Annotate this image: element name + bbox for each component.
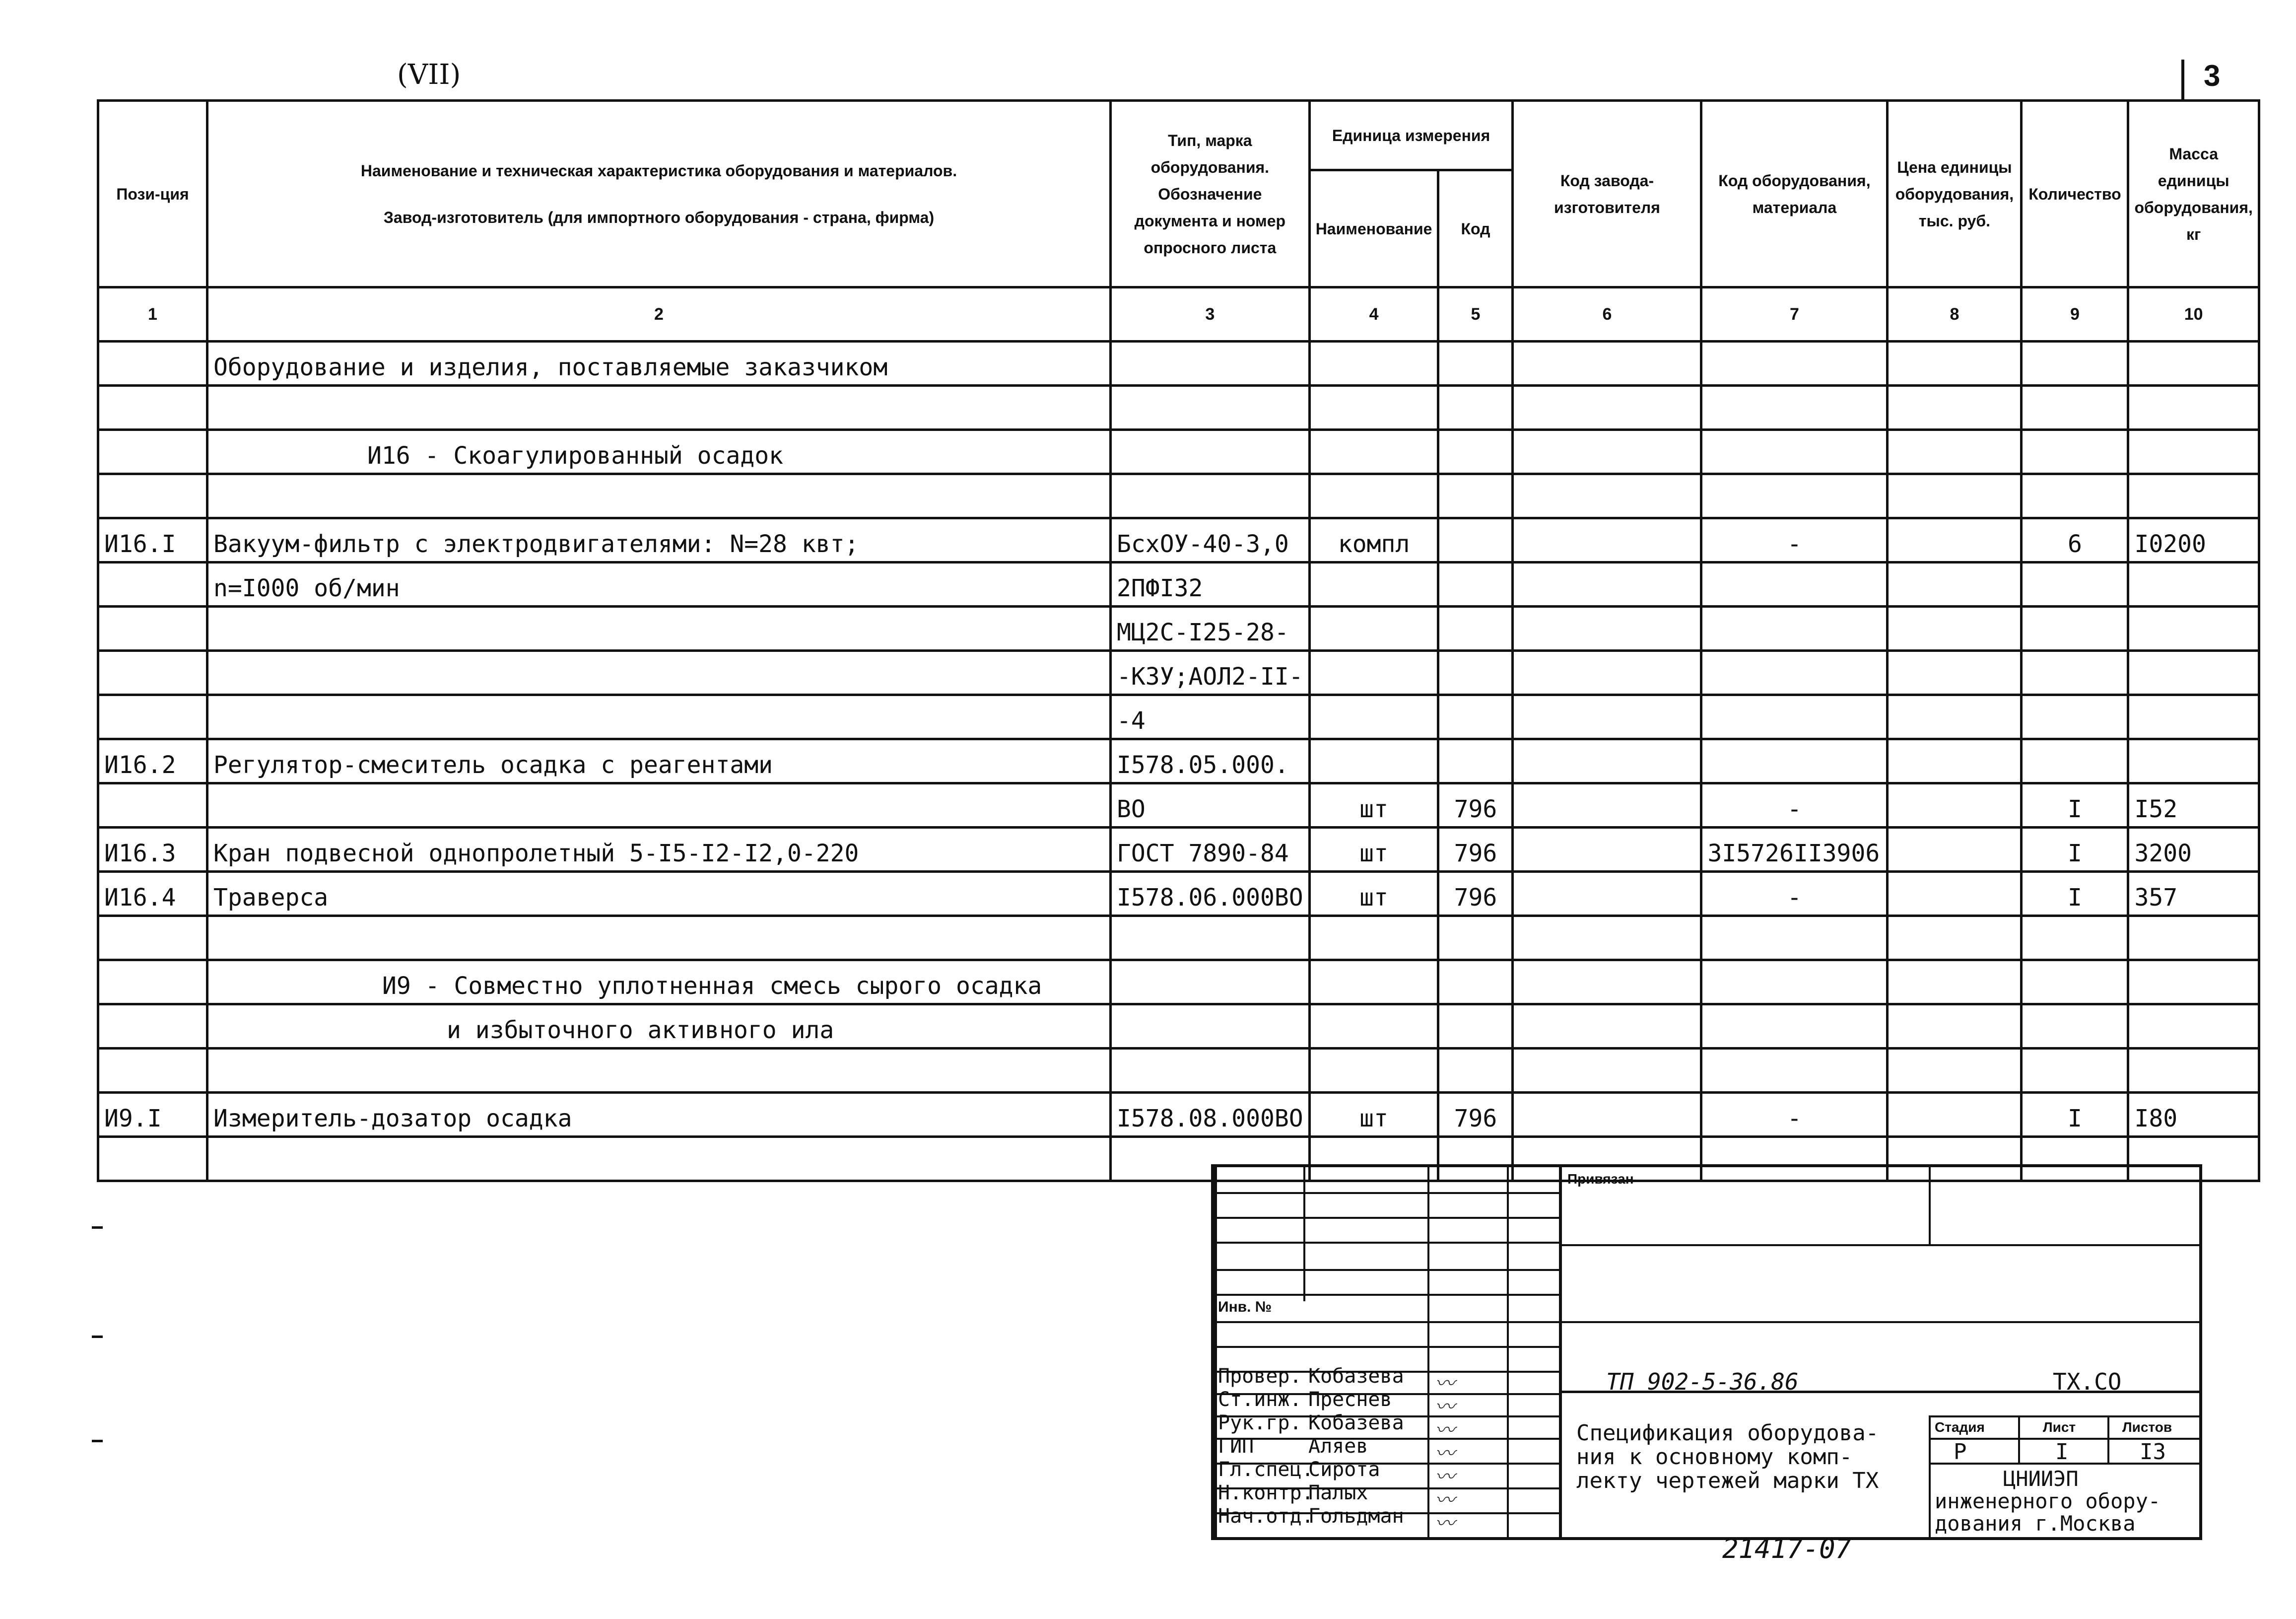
quantity-cell xyxy=(2022,916,2128,960)
position-cell: И16.4 xyxy=(98,872,207,916)
signature-mark: 〰 xyxy=(1435,1466,1455,1488)
unit-name-cell xyxy=(1309,739,1438,783)
type-cell xyxy=(1111,1049,1310,1093)
sheets-value: I3 xyxy=(2140,1439,2166,1465)
unit-code-cell xyxy=(1438,607,1513,651)
factory-code-cell xyxy=(1513,386,1701,430)
column-number: 9 xyxy=(2022,287,2128,342)
unit-name-cell xyxy=(1309,563,1438,607)
column-number: 4 xyxy=(1309,287,1438,342)
table-row xyxy=(98,386,2259,430)
org-line1: ЦНИИЭП xyxy=(2003,1467,2079,1491)
price-cell xyxy=(1888,518,2022,563)
type-cell: МЦ2С-I25-28- xyxy=(1111,607,1310,651)
factory-code-cell xyxy=(1513,474,1701,518)
name-cell xyxy=(207,386,1111,430)
factory-code-cell xyxy=(1513,960,1701,1004)
archive-number: 21417-07 xyxy=(1722,1533,1852,1564)
price-cell xyxy=(1888,651,2022,695)
approved-label: Привязан xyxy=(1567,1171,1634,1187)
type-cell: ГОСТ 7890-84 xyxy=(1111,828,1310,872)
factory-code-cell xyxy=(1513,563,1701,607)
signer-role: Ст.инж. xyxy=(1218,1388,1302,1411)
factory-code-cell xyxy=(1513,430,1701,474)
position-cell xyxy=(98,783,207,828)
signature-mark: 〰 xyxy=(1435,1512,1455,1535)
unit-name-cell xyxy=(1309,607,1438,651)
unit-name-cell: шт xyxy=(1309,828,1438,872)
name-cell: Кран подвесной однопролетный 5-I5-I2-I2,0-220 xyxy=(207,828,1111,872)
table-row xyxy=(98,1004,2259,1049)
page-number-divider xyxy=(2181,60,2184,99)
mass-cell xyxy=(2128,607,2259,651)
position-cell xyxy=(98,1004,207,1049)
equipment-code-cell: - xyxy=(1701,1093,1888,1137)
unit-code-cell xyxy=(1438,563,1513,607)
price-cell xyxy=(1888,563,2022,607)
table-row xyxy=(98,342,2259,386)
name-cell xyxy=(207,651,1111,695)
page-number: 3 xyxy=(2204,59,2221,92)
mass-cell xyxy=(2128,386,2259,430)
equipment-code-cell xyxy=(1701,651,1888,695)
factory-code-cell xyxy=(1513,518,1701,563)
position-cell: И9.I xyxy=(98,1093,207,1137)
price-cell xyxy=(1888,783,2022,828)
signature-mark: 〰 xyxy=(1435,1489,1455,1511)
equipment-code-cell xyxy=(1701,607,1888,651)
table-row xyxy=(98,960,2259,1004)
price-cell xyxy=(1888,607,2022,651)
quantity-cell xyxy=(2022,695,2128,739)
signer-role: Рук.гр. xyxy=(1218,1411,1302,1434)
org-line2: инженерного обору- xyxy=(1935,1489,2161,1513)
mass-cell: 357 xyxy=(2128,872,2259,916)
specification-body xyxy=(98,342,2259,1181)
unit-code-cell: 796 xyxy=(1438,872,1513,916)
type-cell xyxy=(1111,960,1310,1004)
equipment-code-cell xyxy=(1701,1004,1888,1049)
quantity-cell xyxy=(2022,651,2128,695)
table-row xyxy=(98,651,2259,695)
unit-code-cell xyxy=(1438,474,1513,518)
equipment-code-cell xyxy=(1701,563,1888,607)
unit-name-cell: шт xyxy=(1309,872,1438,916)
mass-cell: I80 xyxy=(2128,1093,2259,1137)
name-cell xyxy=(207,916,1111,960)
unit-name-cell xyxy=(1309,386,1438,430)
price-cell xyxy=(1888,474,2022,518)
position-cell: И16.2 xyxy=(98,739,207,783)
unit-name-cell: компл xyxy=(1309,518,1438,563)
price-cell xyxy=(1888,1004,2022,1049)
header-equipment-code: Код оборудования, материала xyxy=(1701,101,1888,287)
position-cell xyxy=(98,430,207,474)
signature-mark: 〰 xyxy=(1435,1396,1455,1418)
price-cell xyxy=(1888,872,2022,916)
table-row xyxy=(98,916,2259,960)
quantity-cell xyxy=(2022,342,2128,386)
factory-code-cell xyxy=(1513,651,1701,695)
price-cell xyxy=(1888,342,2022,386)
header-price: Цена единицы оборудования, тыс. руб. xyxy=(1888,101,2022,287)
column-number: 5 xyxy=(1438,287,1513,342)
quantity-cell xyxy=(2022,563,2128,607)
table-row xyxy=(98,474,2259,518)
unit-name-cell xyxy=(1309,430,1438,474)
header-quantity: Количество xyxy=(2022,101,2128,287)
signature-mark: 〰 xyxy=(1435,1442,1455,1465)
header-position: Пози-ция xyxy=(98,101,207,287)
unit-code-cell xyxy=(1438,1049,1513,1093)
position-cell xyxy=(98,651,207,695)
type-cell xyxy=(1111,1004,1310,1049)
unit-code-cell: 796 xyxy=(1438,783,1513,828)
price-cell xyxy=(1888,430,2022,474)
unit-name-cell: шт xyxy=(1309,783,1438,828)
signer-name: Гольдман xyxy=(1308,1505,1404,1528)
table-row xyxy=(98,518,2259,563)
mass-cell: I0200 xyxy=(2128,518,2259,563)
unit-code-cell xyxy=(1438,342,1513,386)
unit-code-cell: 796 xyxy=(1438,828,1513,872)
unit-code-cell: 796 xyxy=(1438,1093,1513,1137)
unit-code-cell xyxy=(1438,651,1513,695)
unit-name-cell xyxy=(1309,960,1438,1004)
mass-cell xyxy=(2128,474,2259,518)
header-name xyxy=(207,101,1111,287)
name-cell: Вакуум-фильтр с электродвигателями: N=28 квт; xyxy=(207,518,1111,563)
mass-cell xyxy=(2128,430,2259,474)
position-cell xyxy=(98,386,207,430)
header-name-line2: Завод-изготовитель (для импортного оборудования - страна, фирма) xyxy=(383,208,935,226)
position-cell: И16.3 xyxy=(98,828,207,872)
top-note: (VII) xyxy=(397,59,461,91)
price-cell xyxy=(1888,916,2022,960)
price-cell xyxy=(1888,960,2022,1004)
signer-name: Кобазева xyxy=(1308,1411,1404,1434)
mass-cell xyxy=(2128,563,2259,607)
table-row xyxy=(98,1093,2259,1137)
equipment-code-cell xyxy=(1701,430,1888,474)
position-cell: И16.I xyxy=(98,518,207,563)
equipment-code-cell xyxy=(1701,386,1888,430)
quantity-cell: I xyxy=(2022,828,2128,872)
sheets-label: Листов xyxy=(2122,1419,2172,1435)
title-block xyxy=(1211,1164,2202,1540)
name-cell: Измеритель-дозатор осадка xyxy=(207,1093,1111,1137)
mass-cell xyxy=(2128,916,2259,960)
name-cell xyxy=(207,607,1111,651)
unit-name-cell xyxy=(1309,1049,1438,1093)
mass-cell xyxy=(2128,695,2259,739)
mass-cell xyxy=(2128,651,2259,695)
signer-role: Нач.отд. xyxy=(1218,1505,1314,1528)
equipment-code-cell xyxy=(1701,916,1888,960)
position-cell xyxy=(98,916,207,960)
mass-cell xyxy=(2128,1049,2259,1093)
signer-role: Провер. xyxy=(1218,1365,1302,1388)
type-cell: I578.08.000ВО xyxy=(1111,1093,1310,1137)
quantity-cell xyxy=(2022,607,2128,651)
equipment-code-cell xyxy=(1701,1049,1888,1093)
unit-code-cell xyxy=(1438,695,1513,739)
name-cell: И9 - Совместно уплотненная смесь сырого осадка xyxy=(207,960,1111,1004)
column-number: 8 xyxy=(1888,287,2022,342)
header-unit-name: Наименование xyxy=(1309,170,1438,287)
specification-table xyxy=(97,99,2260,1182)
unit-name-cell: шт xyxy=(1309,1093,1438,1137)
quantity-cell xyxy=(2022,960,2128,1004)
factory-code-cell xyxy=(1513,695,1701,739)
column-number-row xyxy=(98,287,2259,342)
type-cell xyxy=(1111,916,1310,960)
mass-cell: I52 xyxy=(2128,783,2259,828)
table-row xyxy=(98,783,2259,828)
position-cell xyxy=(98,960,207,1004)
quantity-cell xyxy=(2022,1004,2128,1049)
type-cell: 2ПФI32 xyxy=(1111,563,1310,607)
type-cell: БсхОУ-40-3,0 xyxy=(1111,518,1310,563)
unit-code-cell xyxy=(1438,518,1513,563)
name-cell xyxy=(207,474,1111,518)
factory-code-cell xyxy=(1513,916,1701,960)
price-cell xyxy=(1888,828,2022,872)
mass-cell xyxy=(2128,1004,2259,1049)
org-line3: дования г.Москва xyxy=(1935,1511,2136,1536)
equipment-code-cell: 3I5726II3906 xyxy=(1701,828,1888,872)
column-number: 2 xyxy=(207,287,1111,342)
unit-code-cell xyxy=(1438,916,1513,960)
table-row xyxy=(98,828,2259,872)
column-number: 3 xyxy=(1111,287,1310,342)
name-cell: n=I000 об/мин xyxy=(207,563,1111,607)
table-row xyxy=(98,739,2259,783)
signer-name: Сирота xyxy=(1308,1458,1380,1481)
column-number: 6 xyxy=(1513,287,1701,342)
doc-title-line2: ния к основному комп- xyxy=(1576,1444,1853,1470)
unit-code-cell xyxy=(1438,430,1513,474)
header-unit-code: Код xyxy=(1438,170,1513,287)
unit-name-cell xyxy=(1309,651,1438,695)
type-cell: ВО xyxy=(1111,783,1310,828)
inventory-label: Инв. № xyxy=(1218,1299,1272,1315)
stage-value: Р xyxy=(1954,1439,1967,1465)
mass-cell xyxy=(2128,739,2259,783)
table-row xyxy=(98,607,2259,651)
type-cell xyxy=(1111,474,1310,518)
signer-name: Преснев xyxy=(1308,1388,1392,1411)
price-cell xyxy=(1888,1049,2022,1093)
doc-mark: ТХ.СО xyxy=(2053,1368,2122,1395)
signer-role: ГИП xyxy=(1218,1435,1254,1458)
type-cell xyxy=(1111,342,1310,386)
column-number: 1 xyxy=(98,287,207,342)
name-cell: И16 - Скоагулированный осадок xyxy=(207,430,1111,474)
quantity-cell xyxy=(2022,474,2128,518)
unit-name-cell xyxy=(1309,916,1438,960)
margin-tick xyxy=(92,1336,103,1338)
type-cell: I578.06.000ВО xyxy=(1111,872,1310,916)
quantity-cell xyxy=(2022,430,2128,474)
doc-title-line1: Спецификация оборудова- xyxy=(1576,1420,1879,1446)
table-row xyxy=(98,430,2259,474)
quantity-cell: 6 xyxy=(2022,518,2128,563)
type-cell: I578.05.000. xyxy=(1111,739,1310,783)
equipment-code-cell xyxy=(1701,960,1888,1004)
header-name-line1: Наименование и техническая характеристика оборудования и материалов. xyxy=(360,161,957,180)
sheet-label: Лист xyxy=(2043,1419,2076,1435)
name-cell: Оборудование и изделия, поставляемые заказчиком xyxy=(207,342,1111,386)
doc-code: ТП 902-5-36.86 xyxy=(1606,1368,1799,1395)
price-cell xyxy=(1888,695,2022,739)
name-cell: и избыточного активного ила xyxy=(207,1004,1111,1049)
position-cell xyxy=(98,342,207,386)
price-cell xyxy=(1888,1093,2022,1137)
sheet-value: I xyxy=(2055,1439,2069,1465)
factory-code-cell xyxy=(1513,607,1701,651)
position-cell xyxy=(98,695,207,739)
equipment-code-cell: - xyxy=(1701,783,1888,828)
header-unit-group: Единица измерения xyxy=(1309,101,1513,170)
mass-cell xyxy=(2128,342,2259,386)
unit-code-cell xyxy=(1438,386,1513,430)
signer-name: Аляев xyxy=(1308,1435,1368,1458)
equipment-code-cell xyxy=(1701,342,1888,386)
mass-cell xyxy=(2128,960,2259,1004)
quantity-cell xyxy=(2022,739,2128,783)
position-cell xyxy=(98,474,207,518)
signature-mark: 〰 xyxy=(1435,1372,1455,1395)
name-cell: Траверса xyxy=(207,872,1111,916)
equipment-code-cell xyxy=(1701,695,1888,739)
price-cell xyxy=(1888,739,2022,783)
signer-name: Палых xyxy=(1308,1481,1368,1504)
table-row xyxy=(98,695,2259,739)
quantity-cell: I xyxy=(2022,1093,2128,1137)
header-type: Тип, марка оборудования. Обозначение документа и номер опросного листа xyxy=(1111,101,1310,287)
margin-tick xyxy=(92,1226,103,1229)
column-number: 7 xyxy=(1701,287,1888,342)
table-row xyxy=(98,1049,2259,1093)
table-row xyxy=(98,872,2259,916)
name-cell xyxy=(207,695,1111,739)
name-cell xyxy=(207,1137,1111,1181)
equipment-code-cell xyxy=(1701,474,1888,518)
stage-label: Стадия xyxy=(1935,1419,1985,1435)
type-cell: -4 xyxy=(1111,695,1310,739)
mass-cell: 3200 xyxy=(2128,828,2259,872)
factory-code-cell xyxy=(1513,342,1701,386)
quantity-cell xyxy=(2022,386,2128,430)
position-cell xyxy=(98,563,207,607)
unit-name-cell xyxy=(1309,1004,1438,1049)
position-cell xyxy=(98,607,207,651)
signature-mark: 〰 xyxy=(1435,1419,1455,1441)
type-cell xyxy=(1111,430,1310,474)
factory-code-cell xyxy=(1513,1049,1701,1093)
column-number: 10 xyxy=(2128,287,2259,342)
factory-code-cell xyxy=(1513,872,1701,916)
factory-code-cell xyxy=(1513,1093,1701,1137)
signer-role: Н.контр. xyxy=(1218,1481,1314,1504)
unit-code-cell xyxy=(1438,1004,1513,1049)
type-cell: -К3У;АОЛ2-II- xyxy=(1111,651,1310,695)
factory-code-cell xyxy=(1513,828,1701,872)
quantity-cell xyxy=(2022,1049,2128,1093)
unit-code-cell xyxy=(1438,739,1513,783)
equipment-code-cell xyxy=(1701,739,1888,783)
doc-title-line3: лекту чертежей марки ТХ xyxy=(1576,1468,1879,1493)
equipment-code-cell: - xyxy=(1701,872,1888,916)
price-cell xyxy=(1888,386,2022,430)
type-cell xyxy=(1111,386,1310,430)
factory-code-cell xyxy=(1513,739,1701,783)
unit-name-cell xyxy=(1309,342,1438,386)
signer-role: Гл.спец. xyxy=(1218,1458,1314,1481)
equipment-code-cell: - xyxy=(1701,518,1888,563)
quantity-cell: I xyxy=(2022,872,2128,916)
name-cell xyxy=(207,783,1111,828)
factory-code-cell xyxy=(1513,783,1701,828)
margin-tick xyxy=(92,1440,103,1442)
position-cell xyxy=(98,1137,207,1181)
header-factory-code: Код завода-изготовителя xyxy=(1513,101,1701,287)
name-cell xyxy=(207,1049,1111,1093)
unit-name-cell xyxy=(1309,474,1438,518)
quantity-cell: I xyxy=(2022,783,2128,828)
name-cell: Регулятор-смеситель осадка с реагентами xyxy=(207,739,1111,783)
header-mass: Масса единицы оборудования, кг xyxy=(2128,101,2259,287)
factory-code-cell xyxy=(1513,1004,1701,1049)
signer-name: Кобазева xyxy=(1308,1365,1404,1388)
table-row xyxy=(98,563,2259,607)
unit-code-cell xyxy=(1438,960,1513,1004)
position-cell xyxy=(98,1049,207,1093)
unit-name-cell xyxy=(1309,695,1438,739)
